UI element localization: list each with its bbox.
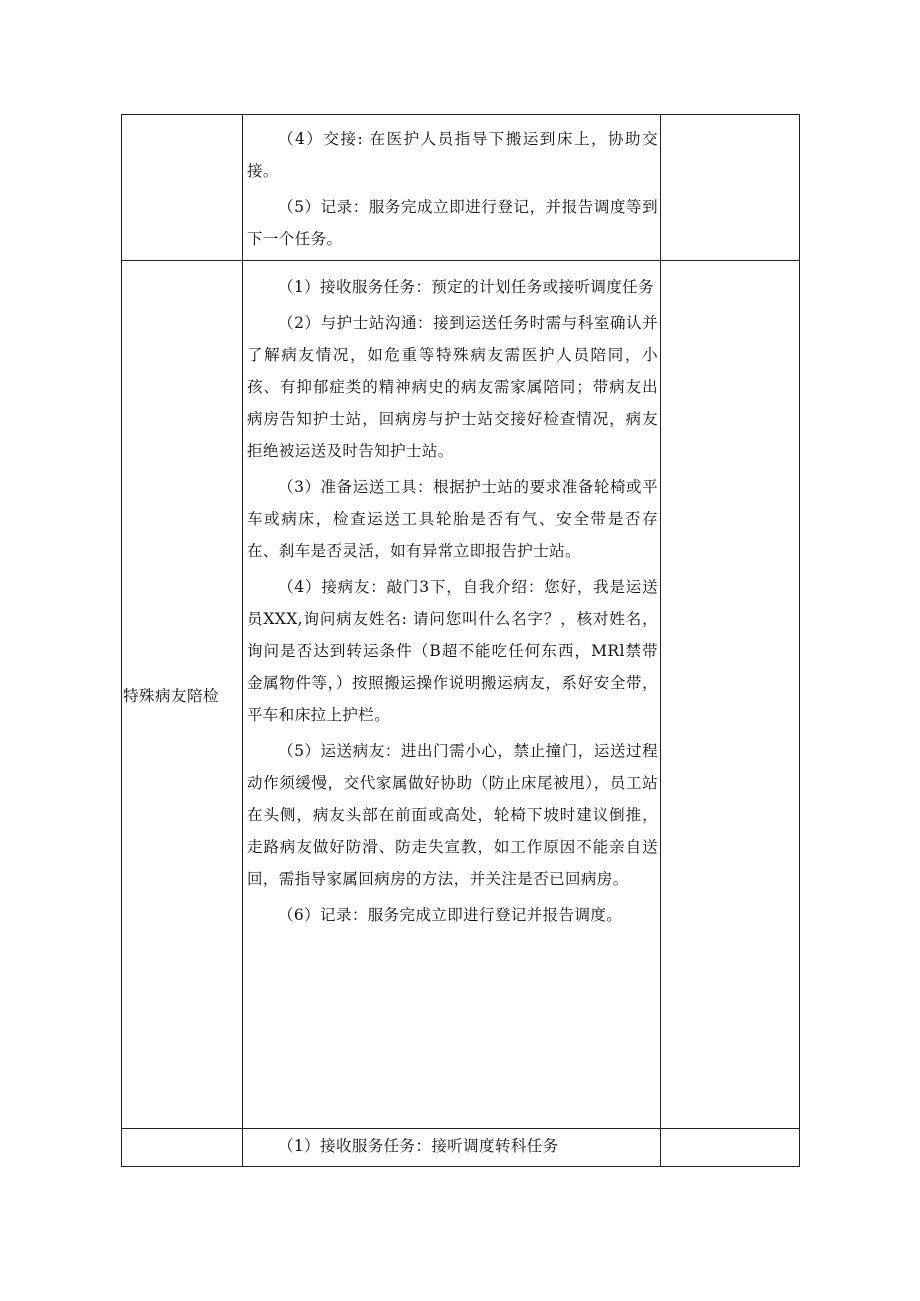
- note-cell: [661, 115, 800, 261]
- procedure-step: （3）准备运送工具：根据护士站的要求准备轮椅或平车或病床，检查运送工具轮胎是否有气、安全带是否存在、刹车是否灵活，如有异常立即报告护士站。: [247, 478, 658, 560]
- procedure-step: （1）接收服务任务：接听调度转科任务: [278, 1137, 559, 1155]
- note-cell: [661, 261, 800, 1129]
- procedure-cell: [243, 261, 661, 1129]
- procedure-step: （4）接病友：敲门3下，自我介绍：您好，我是运送员XXX,询问病友姓名: 请问您叫什么名字？，核对姓名，询问是否达到转运条件（B超不能吃任何东西，MRl禁带金属物件等，）按照搬运操作说明搬运病友，系好安全带，平车和床拉上护栏。: [247, 578, 658, 724]
- procedure-step: （2）与护士站沟通：接到运送任务时需与科室确认并了解病友情况，如危重等特殊病友需医护人员陪同，小孩、有抑郁症类的精神病史的病友需家属陪同；带病友出病房告知护士站，回病房与护士站交接好检查情况，病友拒绝被运送及时告知护士站。: [247, 314, 658, 460]
- table-row: [122, 261, 800, 1129]
- procedure-cell: [243, 1129, 661, 1167]
- procedure-step: （4）交接: 在医护人员指导下搬运到床上，协助交接。: [247, 130, 658, 180]
- service-procedure-table: [121, 114, 800, 1167]
- procedure-step: （5）记录：服务完成立即进行登记，并报告调度等到下一个任务。: [247, 198, 658, 248]
- category-cell: 特殊病友陪检: [122, 261, 243, 1129]
- table-row: [122, 115, 800, 261]
- procedure-step: （1）接收服务任务：预定的计划任务或接听调度任务: [278, 278, 654, 296]
- procedure-step: （6）记录：服务完成立即进行登记并报告调度。: [278, 906, 623, 924]
- procedure-step: （5）运送病友：进出门需小心，禁止撞门，运送过程动作须缓慢，交代家属做好协助（防止床尾被甩），员工站在头侧，病友头部在前面或高处，轮椅下坡时建议倒推，走路病友做好防滑、防走失宣教，如工作原因不能亲自送回，需指导家属回病房的方法，并关注是否已回病房。: [247, 742, 658, 888]
- table-row: [122, 1129, 800, 1167]
- category-cell: [122, 1129, 243, 1167]
- category-cell: [122, 115, 243, 261]
- note-cell: [661, 1129, 800, 1167]
- procedure-cell: [243, 115, 661, 261]
